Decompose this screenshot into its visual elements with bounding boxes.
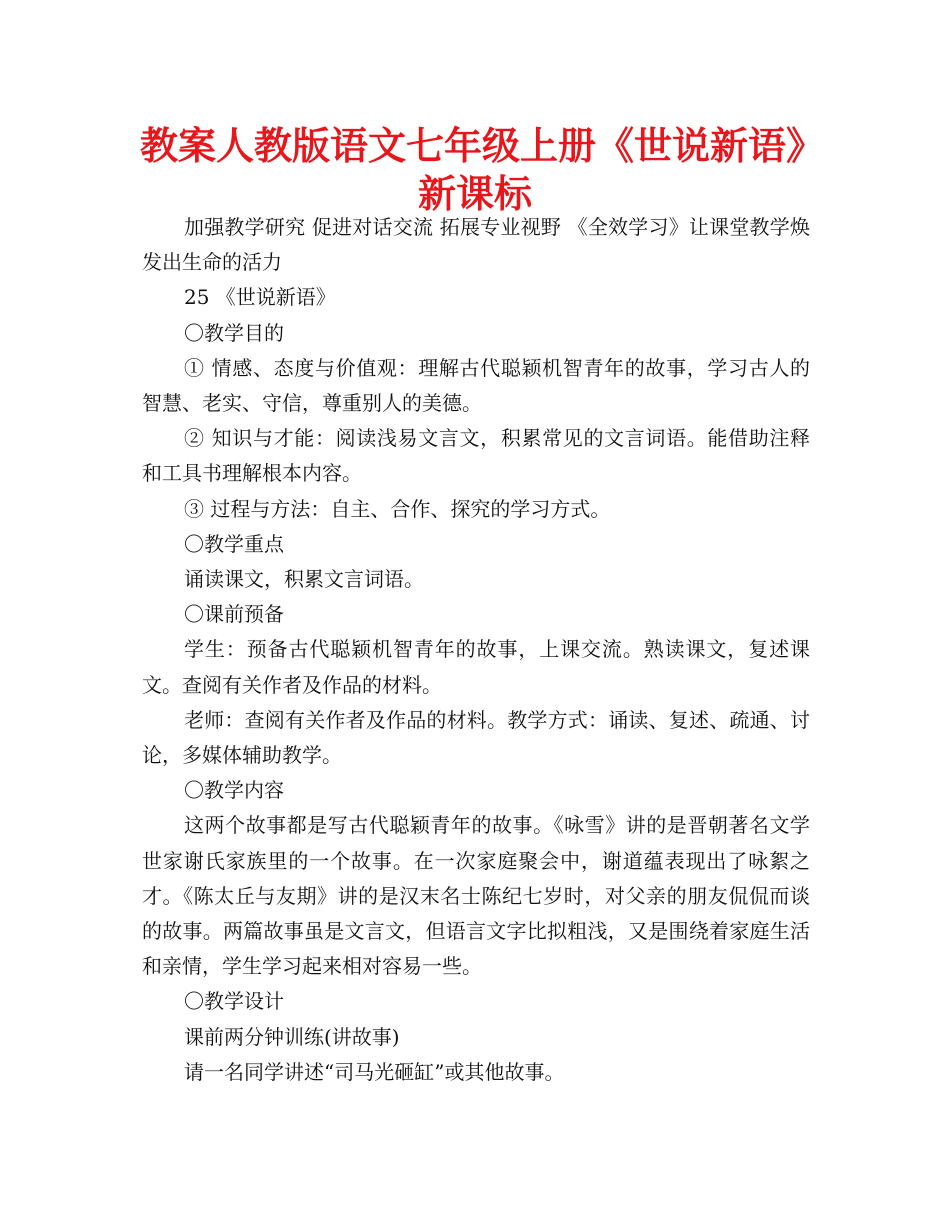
- objective-item-2: ② 知识与才能：阅读浅易文言文，积累常见的文言词语。能借助注释和工具书理解根本内容。: [142, 426, 810, 486]
- objective-item-1: ① 情感、态度与价值观：理解古代聪颖机智青年的故事，学习古人的智慧、老实、守信，尊重别人的美德。: [142, 355, 810, 416]
- lesson-heading: 25 《世说新语》: [184, 285, 336, 310]
- key-points-paragraph: 诵读课文，积累文言词语。: [184, 567, 424, 592]
- content-paragraph: 这两个故事都是写古代聪颖青年的故事。《咏雪》讲的是晋朝著名文学世家谢氏家族里的一个故事。在一次家庭聚会中，谢道蕴表现出了咏絮之才。《陈太丘与友期》讲的是汉末名士陈纪七岁时，对父亲的朋友侃侃而谈的故事。两篇故事虽是文言文，但语言文字比拟粗浅，又是围绕着家庭生活和亲情，学生学习起来相对容易一些。: [142, 813, 810, 979]
- document-title-line-1: 教案人教版语文七年级上册《世说新语》: [140, 124, 825, 168]
- design-step-2: 请一名同学讲述“司马光砸缸”或其他故事。: [184, 1059, 565, 1084]
- document-body: [142, 210, 810, 1090]
- teacher-preparation-paragraph: 老师：查阅有关作者及作品的材料。教学方式：诵读、复述、疏通、讨论，多媒体辅助教学。: [142, 707, 810, 768]
- section-heading-preparation: 〇课前预备: [184, 602, 284, 627]
- student-preparation-paragraph: 学生：预备古代聪颖机智青年的故事，上课交流。熟读课文，复述课文。查阅有关作者及作品的材料。: [142, 637, 810, 697]
- section-heading-design: 〇教学设计: [184, 989, 284, 1014]
- document-title-line-2: 新课标: [417, 172, 532, 216]
- objective-item-3: ③ 过程与方法：自主、合作、探究的学习方式。: [184, 496, 611, 521]
- design-step-1: 课前两分钟训练(讲故事): [184, 1024, 400, 1049]
- section-heading-content: 〇教学内容: [184, 778, 284, 803]
- section-heading-key-points: 〇教学重点: [184, 531, 284, 556]
- section-heading-objectives: 〇教学目的: [184, 320, 284, 345]
- intro-paragraph: 加强教学研究 促进对话交流 拓展专业视野 《全效学习》让课堂教学焕发出生命的活力: [142, 215, 810, 275]
